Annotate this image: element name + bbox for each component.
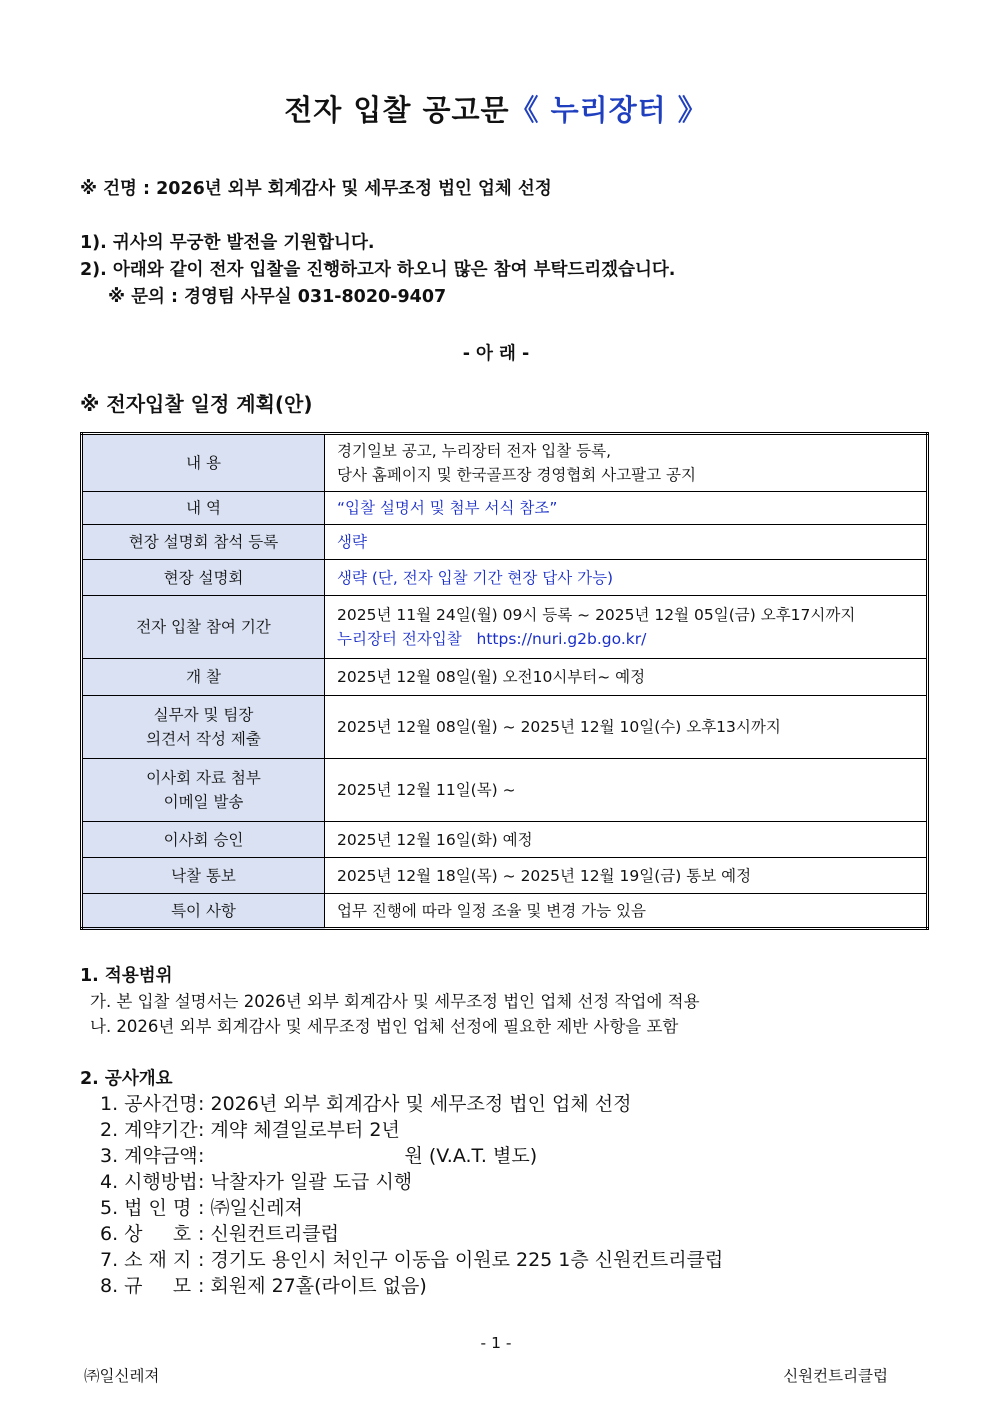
- overview-key: 8. 규 모: [100, 1275, 192, 1297]
- table-row: [82, 759, 928, 822]
- scope-item-b: 나. 2026년 외부 회계감사 및 세무조정 법인 업체 선정에 필요한 제반 사항을 포함: [90, 1017, 679, 1036]
- footer-club: 신원컨트리클럽: [783, 1367, 888, 1385]
- row-label: 이사회 승인: [82, 822, 325, 858]
- page-number: - 1 -: [480, 1334, 512, 1352]
- row-label: [82, 759, 325, 822]
- nuri-label: 누리장터 전자입찰: [337, 630, 462, 648]
- row-value: 2025년 12월 18일(목) ~ 2025년 12월 19일(금) 통보 예정: [325, 858, 928, 894]
- table-row: [82, 696, 928, 759]
- table-row: [82, 525, 928, 560]
- table-row: [82, 596, 928, 659]
- intro-line-2: 2). 아래와 같이 전자 입찰을 진행하고자 하오니 많은 참여 부탁드리겠습니다.: [80, 260, 676, 280]
- row-label-line: 의견서 작성 제출: [146, 730, 261, 748]
- row-label: [82, 696, 325, 759]
- table-row: [82, 858, 928, 894]
- row-label: 현장 설명회: [82, 560, 325, 596]
- row-value-line: 2025년 11월 24일(월) 09시 등록 ~ 2025년 12월 05일(금) 오후17시까지: [337, 606, 856, 624]
- row-value: 생략 (단, 전자 입찰 기간 현장 답사 가능): [325, 560, 928, 596]
- overview-item: [100, 1245, 723, 1272]
- row-value-line: 당사 홈페이지 및 한국골프장 경영협회 사고팔고 공지: [337, 466, 696, 484]
- row-label: 현장 설명회 참석 등록: [82, 525, 325, 560]
- row-value: 생략: [325, 525, 928, 560]
- overview-item: [100, 1089, 632, 1116]
- table-row: [82, 492, 928, 525]
- row-value: [325, 434, 928, 492]
- overview-value: : 낙찰자가 일괄 도급 시행: [198, 1171, 413, 1193]
- schedule-table: [80, 432, 929, 930]
- row-value: 2025년 12월 11일(목) ~: [325, 759, 928, 822]
- overview-item: [100, 1271, 427, 1298]
- footer-company: ㈜일신레져: [84, 1367, 160, 1385]
- overview-item: [100, 1193, 303, 1220]
- overview-key: 6. 상 호: [100, 1223, 192, 1245]
- scope-item-a: 가. 본 입찰 설명서는 2026년 외부 회계감사 및 세무조정 법인 업체 선정 작업에 적용: [90, 992, 700, 1011]
- below-marker: - 아 래 -: [462, 344, 530, 364]
- overview-value: : ㈜일신레져: [198, 1197, 303, 1219]
- overview-key: 1. 공사건명: [100, 1093, 198, 1115]
- title-main: 전자 입찰 공고문: [284, 93, 510, 127]
- row-label-line: 실무자 및 팀장: [153, 706, 254, 724]
- row-value: 2025년 12월 16일(화) 예정: [325, 822, 928, 858]
- overview-item: [100, 1141, 537, 1168]
- row-label-line: 이사회 자료 첨부: [146, 769, 261, 787]
- overview-value: : 회원제 27홀(라이트 없음): [198, 1275, 427, 1297]
- row-value-line: [337, 627, 914, 651]
- row-label: 낙찰 통보: [82, 858, 325, 894]
- row-label: 내 역: [82, 492, 325, 525]
- subject-line: ※ 건명 : 2026년 외부 회계감사 및 세무조정 법인 업체 선정: [80, 179, 552, 199]
- row-label: 전자 입찰 참여 기간: [82, 596, 325, 659]
- overview-key: 4. 시행방법: [100, 1171, 198, 1193]
- row-value: 2025년 12월 08일(월) 오전10시부터~ 예정: [325, 659, 928, 696]
- table-row: [82, 822, 928, 858]
- row-value: 업무 진행에 따라 일정 조율 및 변경 가능 있음: [325, 894, 928, 929]
- overview-value: : 경기도 용인시 처인구 이동읍 이원로 225 1층 신원컨트리클럽: [198, 1249, 724, 1271]
- row-value: [325, 596, 928, 659]
- row-value: 2025년 12월 08일(월) ~ 2025년 12월 10일(수) 오후13시까지: [325, 696, 928, 759]
- row-label: 내 용: [82, 434, 325, 492]
- overview-item: [100, 1115, 400, 1142]
- schedule-heading: ※ 전자입찰 일정 계획(안): [80, 392, 313, 416]
- overview-item: [100, 1219, 339, 1246]
- table-row: [82, 434, 928, 492]
- row-value: “입찰 설명서 및 첨부 서식 참조”: [325, 492, 928, 525]
- overview-key: 5. 법 인 명: [100, 1197, 192, 1219]
- overview-value: :: [198, 1145, 205, 1167]
- page-title: [0, 88, 992, 129]
- overview-key: 7. 소 재 지: [100, 1249, 192, 1271]
- scope-heading: 1. 적용범위: [80, 966, 173, 986]
- intro-line-1: 1). 귀사의 무궁한 발전을 기원합니다.: [80, 233, 375, 253]
- nuri-link[interactable]: https://nuri.g2b.go.kr/: [476, 630, 647, 648]
- row-label: 개 찰: [82, 659, 325, 696]
- overview-key: 2. 계약기간: [100, 1119, 198, 1141]
- overview-value: : 2026년 외부 회계감사 및 세무조정 법인 업체 선정: [198, 1093, 632, 1115]
- overview-value: : 계약 체결일로부터 2년: [198, 1119, 400, 1141]
- row-label: 특이 사항: [82, 894, 325, 929]
- overview-key: 3. 계약금액: [100, 1145, 198, 1167]
- title-brand: 《 누리장터 》: [509, 93, 708, 127]
- contact-line: ※ 문의 : 경영팀 사무실 031-8020-9407: [108, 287, 447, 307]
- table-row: [82, 894, 928, 929]
- row-label-line: 이메일 발송: [163, 793, 244, 811]
- overview-heading: 2. 공사개요: [80, 1069, 173, 1089]
- overview-item: [100, 1167, 412, 1194]
- table-row: [82, 659, 928, 696]
- table-row: [82, 560, 928, 596]
- row-value-line: 경기일보 공고, 누리장터 전자 입찰 등록,: [337, 442, 612, 460]
- overview-amount-note: 원 (V.A.T. 별도): [404, 1145, 538, 1167]
- overview-value: : 신원컨트리클럽: [198, 1223, 339, 1245]
